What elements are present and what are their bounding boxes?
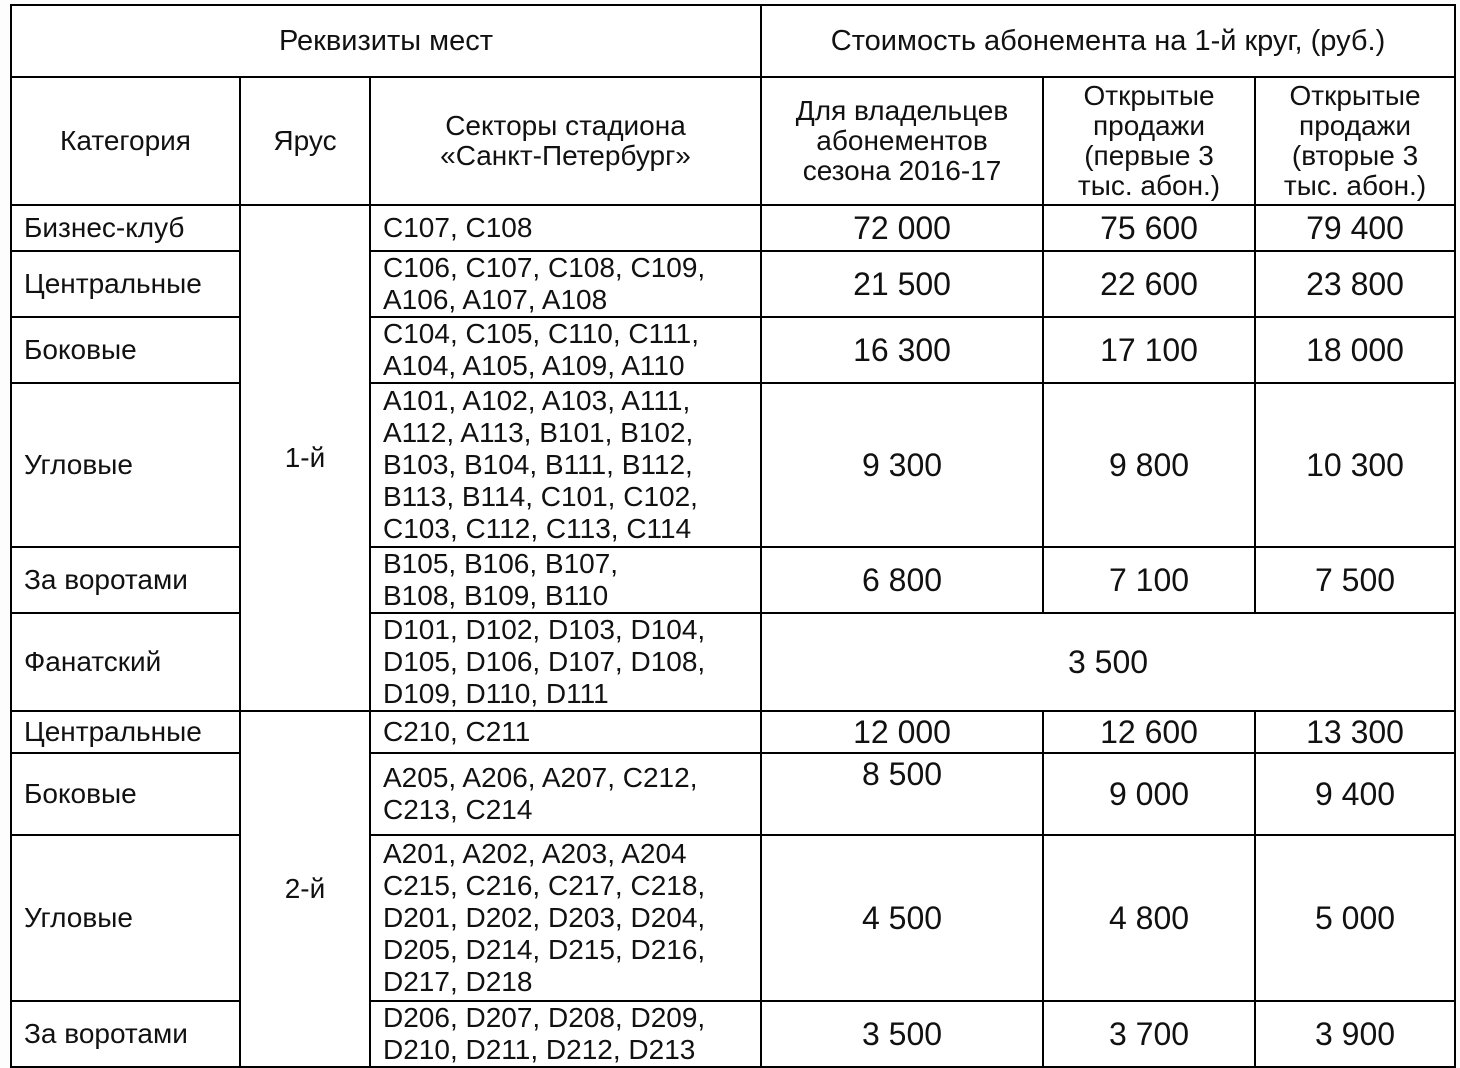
price-open-first-cell: 75 600 bbox=[1043, 205, 1255, 251]
price-open-first-cell: 12 600 bbox=[1043, 711, 1255, 753]
table-row-corner-2 bbox=[11, 835, 1455, 1001]
price-owners-cell: 16 300 bbox=[761, 317, 1043, 383]
price-open-second-cell: 5 000 bbox=[1255, 835, 1455, 1001]
sectors-cell: D206, D207, D208, D209, D210, D211, D212, D213 bbox=[370, 1001, 761, 1067]
price-open-first-cell: 4 800 bbox=[1043, 835, 1255, 1001]
price-open-second-cell: 18 000 bbox=[1255, 317, 1455, 383]
sectors-cell: A201, A202, A203, A204 C215, C216, C217, C218, D201, D202, D203, D204, D205, D214, D215, D216, D217, D218 bbox=[370, 835, 761, 1001]
price-open-first-cell: 17 100 bbox=[1043, 317, 1255, 383]
table-row-corner-1 bbox=[11, 383, 1455, 547]
category-cell: За воротами bbox=[11, 1001, 240, 1067]
table-row-central-1 bbox=[11, 251, 1455, 317]
table-row-side-2 bbox=[11, 753, 1455, 835]
sectors-cell: A205, A206, A207, C212, C213, C214 bbox=[370, 753, 761, 835]
group-header-row bbox=[11, 5, 1455, 77]
category-cell: Бизнес-клуб bbox=[11, 205, 240, 251]
price-open-second-cell: 79 400 bbox=[1255, 205, 1455, 251]
price-open-first-cell: 3 700 bbox=[1043, 1001, 1255, 1067]
price-owners-cell: 6 800 bbox=[761, 547, 1043, 613]
price-open-second-cell: 9 400 bbox=[1255, 753, 1455, 835]
sectors-cell: C106, C107, C108, C109, A106, A107, A108 bbox=[370, 251, 761, 317]
price-owners-cell: 72 000 bbox=[761, 205, 1043, 251]
price-owners-cell: 4 500 bbox=[761, 835, 1043, 1001]
sectors-cell: C104, C105, C110, C111, A104, A105, A109, A110 bbox=[370, 317, 761, 383]
column-header-row bbox=[11, 77, 1455, 205]
price-owners-cell: 3 500 bbox=[761, 1001, 1043, 1067]
category-cell: Угловые bbox=[11, 383, 240, 547]
column-header-open-sales-second: Открытые продажи (вторые 3 тыс. абон.) bbox=[1255, 77, 1455, 205]
column-header-tier: Ярус bbox=[240, 77, 370, 205]
tier-1-cell: 1-й bbox=[240, 205, 370, 711]
tier-2-cell: 2-й bbox=[240, 711, 370, 1067]
category-cell: Центральные bbox=[11, 711, 240, 753]
price-open-first-cell: 9 000 bbox=[1043, 753, 1255, 835]
category-cell: Центральные bbox=[11, 251, 240, 317]
price-owners-cell: 21 500 bbox=[761, 251, 1043, 317]
fan-merged-price-cell: 3 500 bbox=[761, 613, 1455, 711]
season-ticket-price-table bbox=[10, 4, 1456, 1068]
sectors-cell: B105, B106, B107, B108, B109, B110 bbox=[370, 547, 761, 613]
group-header-seat-details: Реквизиты мест bbox=[11, 5, 761, 77]
price-open-first-cell: 22 600 bbox=[1043, 251, 1255, 317]
price-open-second-cell: 3 900 bbox=[1255, 1001, 1455, 1067]
price-open-first-cell: 9 800 bbox=[1043, 383, 1255, 547]
table-row-behind-goal-1 bbox=[11, 547, 1455, 613]
table-row-behind-goal-2 bbox=[11, 1001, 1455, 1067]
column-header-sectors: Секторы стадиона «Санкт-Петербург» bbox=[370, 77, 761, 205]
sectors-cell: A101, A102, A103, A111, A112, A113, B101, B102, B103, B104, B111, B112, B113, B114, C101, C102, C103, C112, C113, C114 bbox=[370, 383, 761, 547]
price-open-first-cell: 7 100 bbox=[1043, 547, 1255, 613]
table-row-fan-sector bbox=[11, 613, 1455, 711]
group-header-price: Стоимость абонемента на 1-й круг, (руб.) bbox=[761, 5, 1455, 77]
price-open-second-cell: 13 300 bbox=[1255, 711, 1455, 753]
price-owners-cell: 9 300 bbox=[761, 383, 1043, 547]
sectors-cell: C210, C211 bbox=[370, 711, 761, 753]
table-row-central-2 bbox=[11, 711, 1455, 753]
table-row-business-club bbox=[11, 205, 1455, 251]
price-open-second-cell: 10 300 bbox=[1255, 383, 1455, 547]
category-cell: За воротами bbox=[11, 547, 240, 613]
category-cell: Фанатский bbox=[11, 613, 240, 711]
column-header-category: Категория bbox=[11, 77, 240, 205]
sectors-cell: D101, D102, D103, D104, D105, D106, D107, D108, D109, D110, D111 bbox=[370, 613, 761, 711]
category-cell: Угловые bbox=[11, 835, 240, 1001]
price-owners-cell: 8 500 bbox=[761, 753, 1043, 835]
column-header-open-sales-first: Открытые продажи (первые 3 тыс. абон.) bbox=[1043, 77, 1255, 205]
sectors-cell: C107, C108 bbox=[370, 205, 761, 251]
category-cell: Боковые bbox=[11, 753, 240, 835]
category-cell: Боковые bbox=[11, 317, 240, 383]
price-open-second-cell: 7 500 bbox=[1255, 547, 1455, 613]
price-owners-cell: 12 000 bbox=[761, 711, 1043, 753]
column-header-owners-price: Для владельцев абонементов сезона 2016-17 bbox=[761, 77, 1043, 205]
table-row-side-1 bbox=[11, 317, 1455, 383]
price-open-second-cell: 23 800 bbox=[1255, 251, 1455, 317]
